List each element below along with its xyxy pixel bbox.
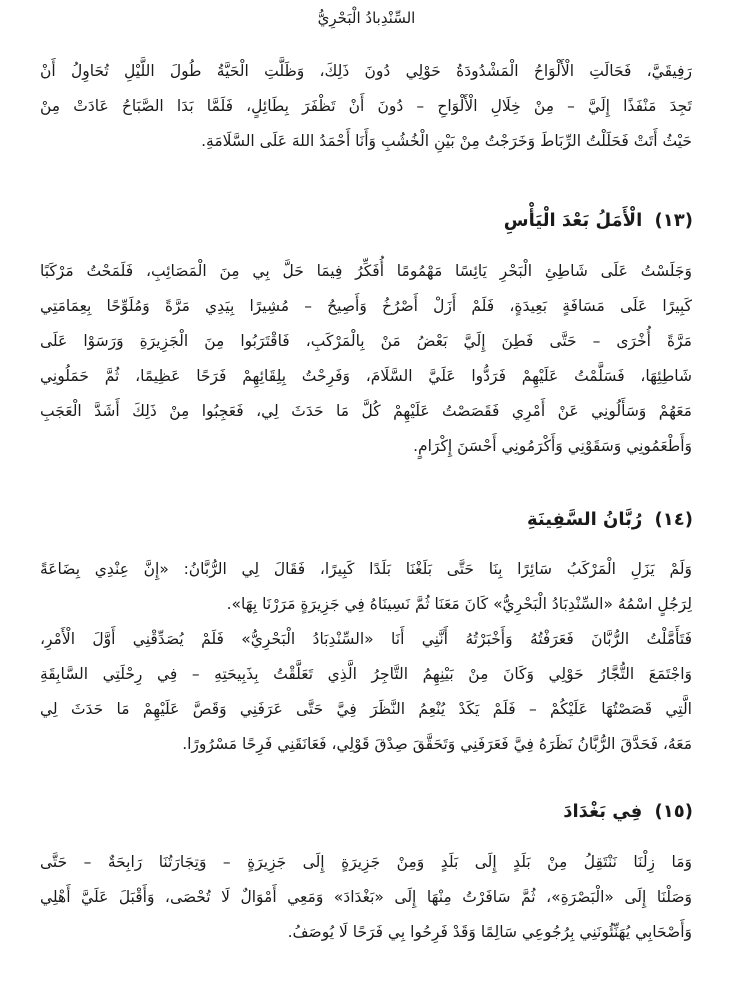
paragraph-line: الَّتِي قَصَصْتُهَا عَلَيْكُمْ – فَلَمْ يَكَدْ يُنْعِمُ النَّظَرَ فِيَّ حَتَّى عَرَفَنِي وَقَصَّ عَلَيْهِمْ مَا حَدَثَ لِي — [40, 700, 692, 718]
paragraph-line: مَرَّةً أُخْرَى – حَتَّى فَطِنَ إِلَيَّ بَعْضُ مَنْ بِالْمَرْكَبِ، فَاقْتَرَبُوا مِنَ الْجَزِيرَةِ وَرَسَوْا عَلَى — [40, 332, 692, 350]
section-number: (١٤) — [654, 509, 693, 530]
paragraph-line: شَاطِئِهَا، فَسَلَّمْتُ عَلَيْهِمْ فَرَدُّوا عَلَيَّ السَّلَامَ، وَفَرِحْتُ بِلِقَائِهِمْ فَرَحًا عَظِيمًا، ثُمَّ حَمَلُونِي — [40, 367, 692, 385]
paragraph-line: وَمَا زِلْنَا نَنْتَقِلُ مِنْ بَلَدٍ إِلَى بَلَدٍ وَمِنْ جَزِيرَةٍ إِلَى جَزِيرَةٍ – وَتِجَارَتُنَا رَابِحَةٌ – حَتَّى — [40, 853, 692, 871]
intro-paragraph — [40, 54, 692, 159]
paragraph-line: حَيْثُ أَتَتْ فَحَلَلْتُ الرِّبَاطَ وَخَرَجْتُ مِنْ بَيْنِ الْخُشُبِ وَأَنَا أَحْمَدُ اللهَ عَلَى السَّلَامَةِ. — [201, 132, 692, 150]
paragraph-line: وَصَلْنَا إِلَى «الْبَصْرَةِ»، ثُمَّ سَافَرْتُ مِنْهَا إِلَى «بَغْدَادَ» وَمَعِي أَمْوَالٌ لَا تُحْصَى، وَأَقْبَلَ عَلَيَّ أَهْلِي — [40, 888, 692, 906]
section-title: فِي بَغْدَادَ — [563, 801, 643, 822]
paragraph-line: مَعَهُ، فَحَدَّقَ الرُّبَّانُ نَظَرَهُ فِيَّ فَعَرَفَنِي وَتَحَقَّقَ صِدْقَ قَوْلِي، فَعَانَقَنِي فَرِحًا مَسْرُورًا. — [182, 735, 692, 753]
section-heading-14 — [527, 506, 693, 534]
section-13-paragraph — [40, 254, 692, 464]
paragraph-line: فَتَأَمَّلْتُ الرُّبَّانَ فَعَرَفْتُهُ وَأَخْبَرْتُهُ أَنَّنِي أَنَا «السِّنْدِبَادُ الْبَحْرِيُّ» فَلَمْ يُصَدِّقْنِي أَوَّلَ الْأَمْرِ، — [40, 630, 692, 648]
running-head: السِّنْدِبادُ الْبَحْرِيُّ — [317, 9, 416, 27]
section-14-paragraph-1 — [40, 552, 692, 622]
paragraph-line: مَعَهُمْ وَسَأَلُونِي عَنْ أَمْرِي فَقَصَصْتُ عَلَيْهِمْ كُلَّ مَا حَدَثَ لِي، فَعَجِبُوا مِنْ ذَلِكَ أَشَدَّ الْعَجَبِ — [40, 402, 692, 420]
paragraph-line: تَجِدَ مَنْفَذًا إِلَيَّ – مِنْ خِلَالِ الْأَلْوَاحِ – دُونَ أَنْ تَظْفَرَ بِطَائِلٍ، فَلَمَّا بَدَا الصَّبَاحُ عَادَتْ مِنْ — [40, 97, 692, 115]
paragraph-line: وَأَصْحَابِي يُهَنِّئُونَنِي بِرُجُوعِي سَالِمًا وَقَدْ فَرِحُوا بِي فَرَحًا لَا يُوصَفُ. — [287, 923, 692, 941]
section-number: (١٣) — [654, 210, 693, 231]
section-14-paragraph-2 — [40, 622, 692, 762]
paragraph-line: كَبِيرًا عَلَى مَسَافَةٍ بَعِيدَةٍ، فَلَمْ أَزَلْ أَصْرُخُ وَأَصِيحُ – مُشِيرًا بِيَدِي مَرَّةً وَمُلَوِّحًا بِعِمَامَتِي — [40, 297, 692, 315]
paragraph-line: وَجَلَسْتُ عَلَى شَاطِئِ الْبَحْرِ يَائِسًا مَهْمُومًا أُفَكِّرُ فِيمَا حَلَّ بِي مِنَ الْمَصَائِبِ، فَلَمَحْتُ مَرْكَبًا — [40, 262, 692, 280]
section-title: الْأَمَلُ بَعْدَ الْيَأْسِ — [503, 210, 643, 231]
paragraph-line: وَلَمْ يَزَلِ الْمَرْكَبُ سَائِرًا بِنَا حَتَّى بَلَغْنَا بَلَدًا كَبِيرًا، فَقَالَ لِي الرُّبَّانُ: «إِنَّ عِنْدِي بِضَاعَةً — [40, 560, 692, 578]
section-heading-15 — [563, 798, 693, 826]
paragraph-line: لِرَجُلٍ اسْمُهُ «السِّنْدِبَادُ الْبَحْرِيُّ» كَانَ مَعَنَا ثُمَّ نَسِينَاهُ فِي جَزِيرَةٍ مَرَرْنَا بِهَا». — [226, 595, 692, 613]
paragraph-line: رَفِيقَيَّ، فَحَالَتِ الْأَلْوَاحُ الْمَشْدُودَةُ حَوْلِي دُونَ ذَلِكَ، وَظَلَّتِ الْحَيَّةُ طُولَ اللَّيْلِ تُحَاوِلُ أَنْ — [40, 62, 692, 80]
section-number: (١٥) — [654, 801, 693, 822]
section-title: رُبَّانُ السَّفِينَةِ — [526, 509, 643, 530]
paragraph-line: وَاجْتَمَعَ التُّجَّارُ حَوْلِي وَكَانَ مِنْ بَيْنِهِمُ التَّاجِرُ الَّذِي تَعَلَّقْتُ بِذَبِيحَتِهِ – فِي رِحْلَتِي السَّابِقَةِ — [40, 665, 692, 683]
section-heading-13 — [504, 207, 693, 235]
paragraph-line: وَأَطْعَمُونِي وَسَقَوْنِي وَأَكْرَمُونِي أَحْسَنَ إِكْرَامٍ. — [413, 437, 692, 455]
section-15-paragraph — [40, 845, 692, 950]
